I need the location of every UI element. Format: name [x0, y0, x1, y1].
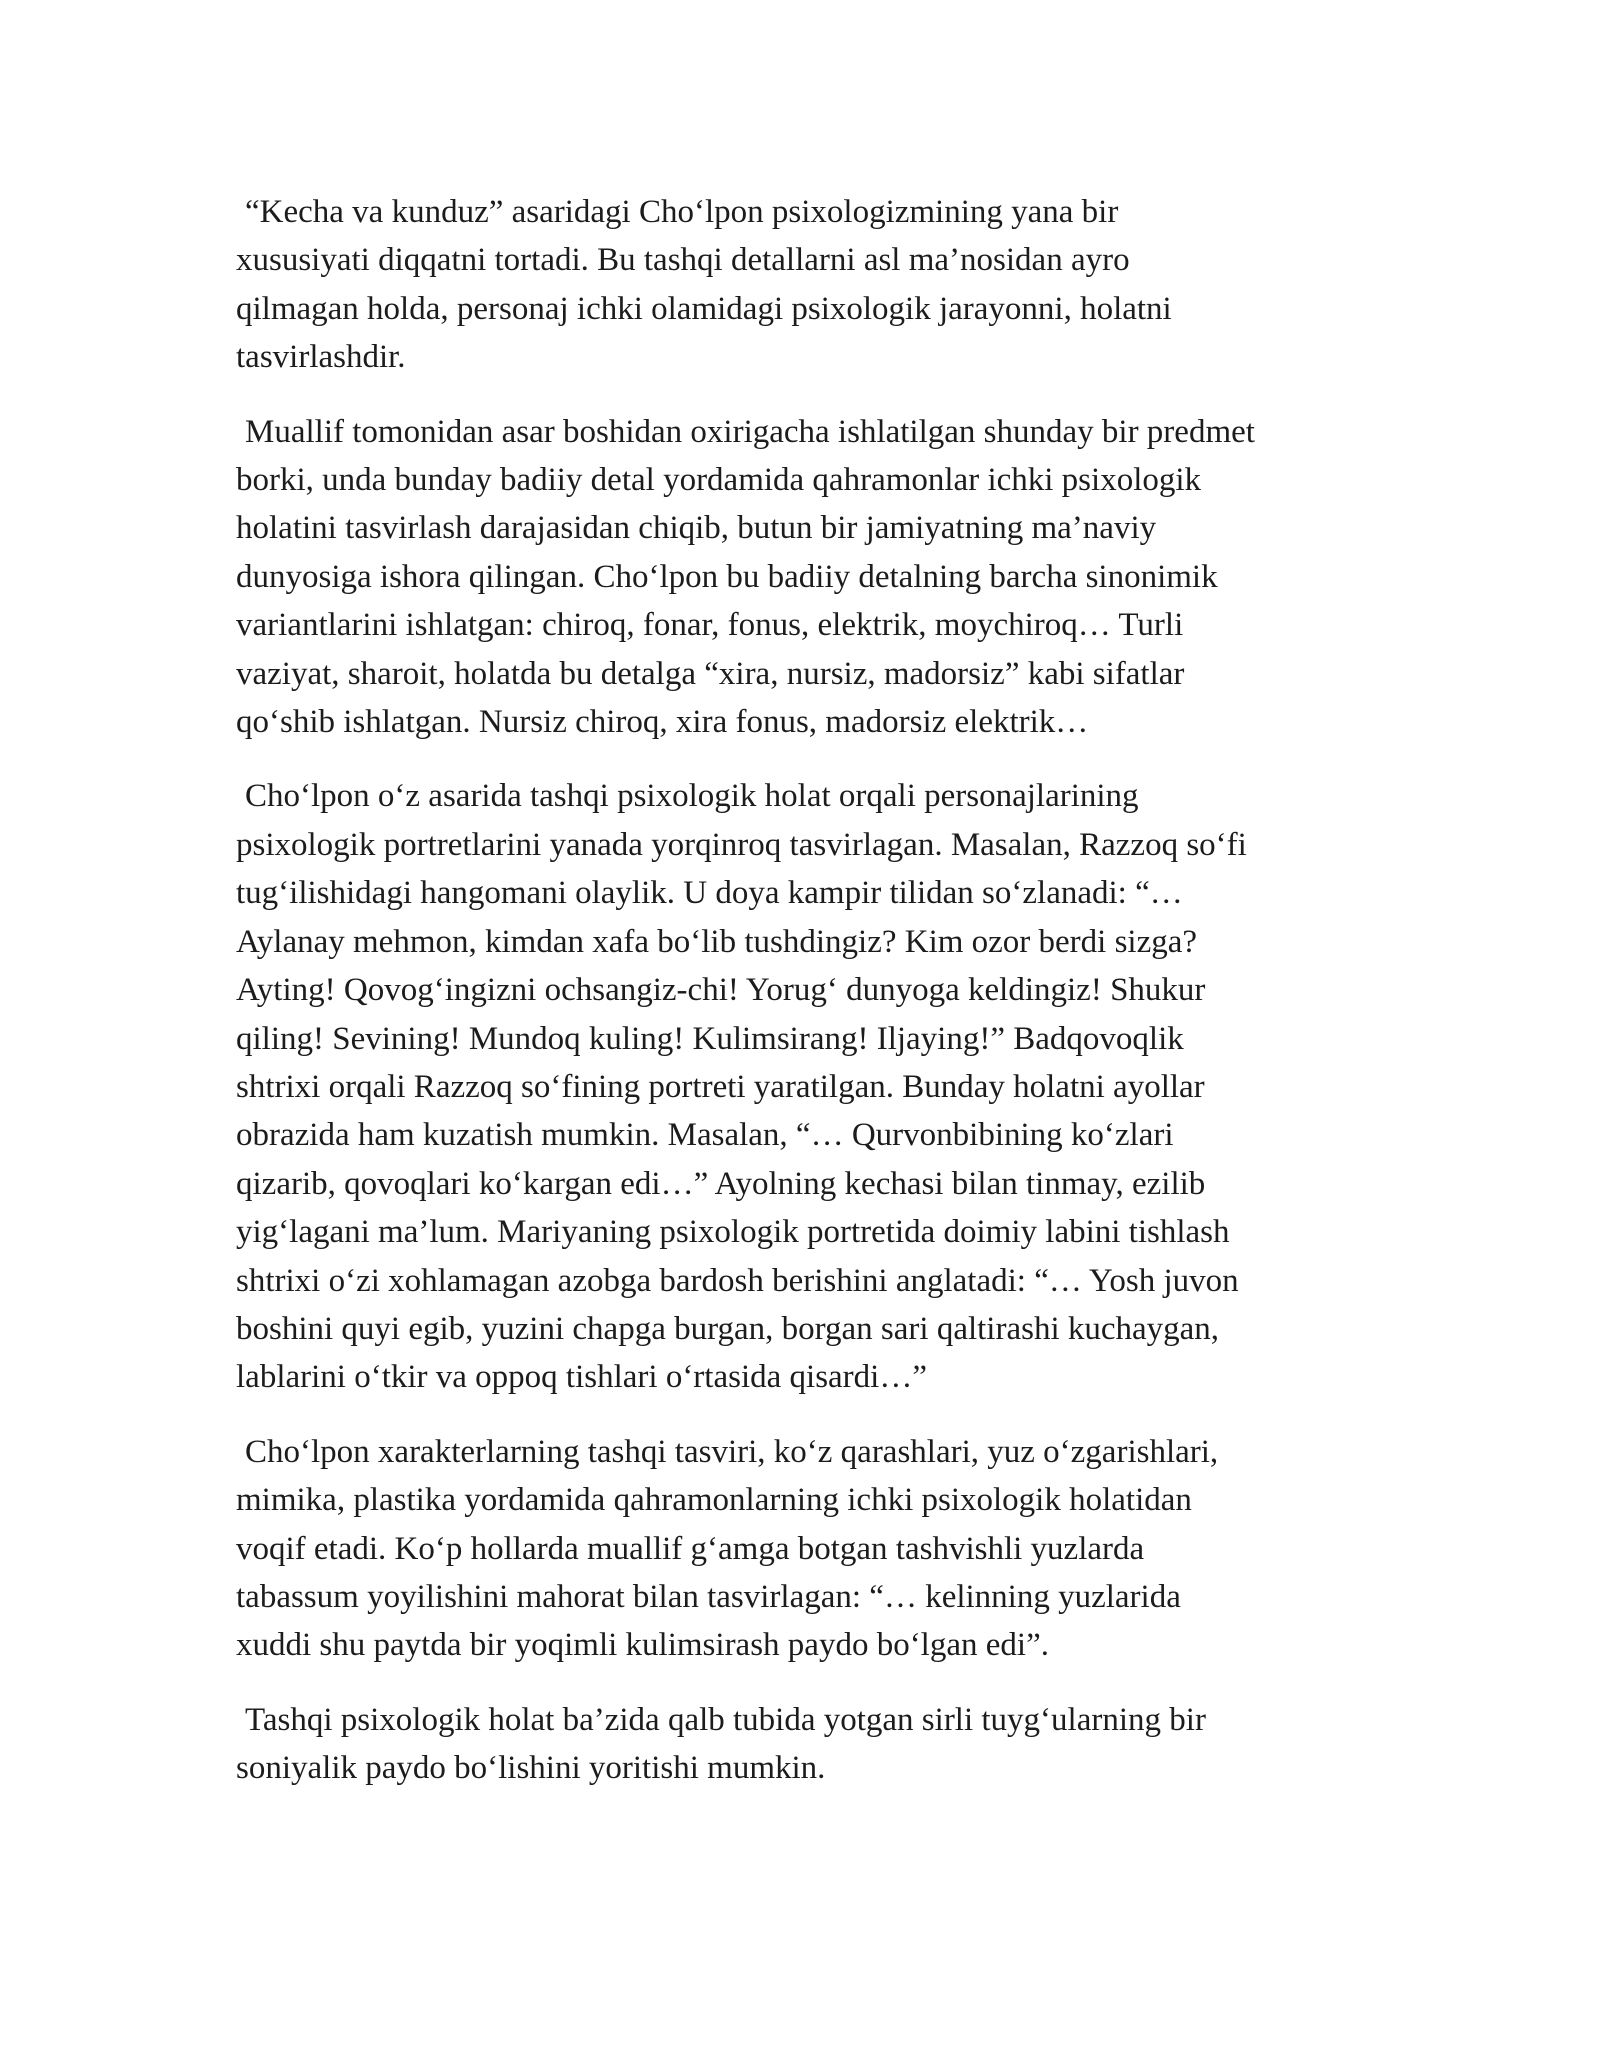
- paragraph-1: “Kecha va kunduz” asaridagi Cho‘lpon psixologizmining yana bir xususiyati diqqatni tortadi. Bu tashqi detallarni asl ma’nosidan ayro qilmagan holda, personaj ichki olamidagi psixologik jarayonni, holatni tasvirlashdir.: [236, 194, 1172, 376]
- document-page: [236, 188, 1386, 1819]
- paragraph-2: Muallif tomonidan asar boshidan oxirigacha ishlatilgan shunday bir predmet borki, unda bunday badiiy detal yordamida qahramonlar ichki psixologik holatini tasvirlash darajasidan chiqib, butun bir jamiyatning ma’naviy dunyosiga ishora qilingan. Cho‘lpon bu badiiy detalning barcha sinonimik variantlarini ishlatgan: chiroq, fonar, fonus, elektrik, moychiroq… Turli vaziyat, sharoit, holatda bu detalga “xira, nursiz, madorsiz” kabi sifatlar qo‘shib ishlatgan. Nursiz chiroq, xira fonus, madorsiz elektrik…: [236, 413, 1255, 741]
- paragraph-3: Cho‘lpon o‘z asarida tashqi psixologik holat orqali personajlarining psixologik portretlarini yanada yorqinroq tasvirlagan. Masalan, Razzoq so‘fi tug‘ilishidagi hangomani olaylik. U doya kampir tilidan so‘zlanadi: “… Aylanay mehmon, kimdan xafa bo‘lib tushdingiz? Kim ozor berdi sizga? Ayting! Qovog‘ingizni ochsangiz-chi! Yorug‘ dunyoga keldingiz! Shukur qiling! Sevining! Mundoq kuling! Kulimsirang! Iljaying!” Badqovoqlik shtrixi orqali Razzoq so‘fining portreti yaratilgan. Bunday holatni ayollar obrazida ham kuzatish mumkin. Masalan, “… Qurvonbibining ko‘zlari qizarib, qovoqlari ko‘kargan edi…” Ayolning kechasi bilan tinmay, ezilib yig‘lagani ma’lum. Mariyaning psixologik portretida doimiy labini tishlash shtrixi o‘zi xohlamagan azobga bardosh berishini anglatadi: “… Yosh juvon boshini quyi egib, yuzini chapga burgan, borgan sari qaltirashi kuchaygan, lablarini o‘tkir va oppoq tishlari o‘rtasida qisardi…”: [236, 778, 1247, 1396]
- paragraph-4: Cho‘lpon xarakterlarning tashqi tasviri, ko‘z qarashlari, yuz o‘zgarishlari, mimika, plastika yordamida qahramonlarning ichki psixologik holatidan voqif etadi. Ko‘p hollarda muallif g‘amga botgan tashvishli yuzlarda tabassum yoyilishini mahorat bilan tasvirlagan: “… kelinning yuzlarida xuddi shu paytda bir yoqimli kulimsirash paydo bo‘lgan edi”.: [236, 1433, 1219, 1664]
- paragraph-5: Tashqi psixologik holat ba’zida qalb tubida yotgan sirli tuyg‘ularning bir soniyalik paydo bo‘lishini yoritishi mumkin.: [236, 1701, 1206, 1787]
